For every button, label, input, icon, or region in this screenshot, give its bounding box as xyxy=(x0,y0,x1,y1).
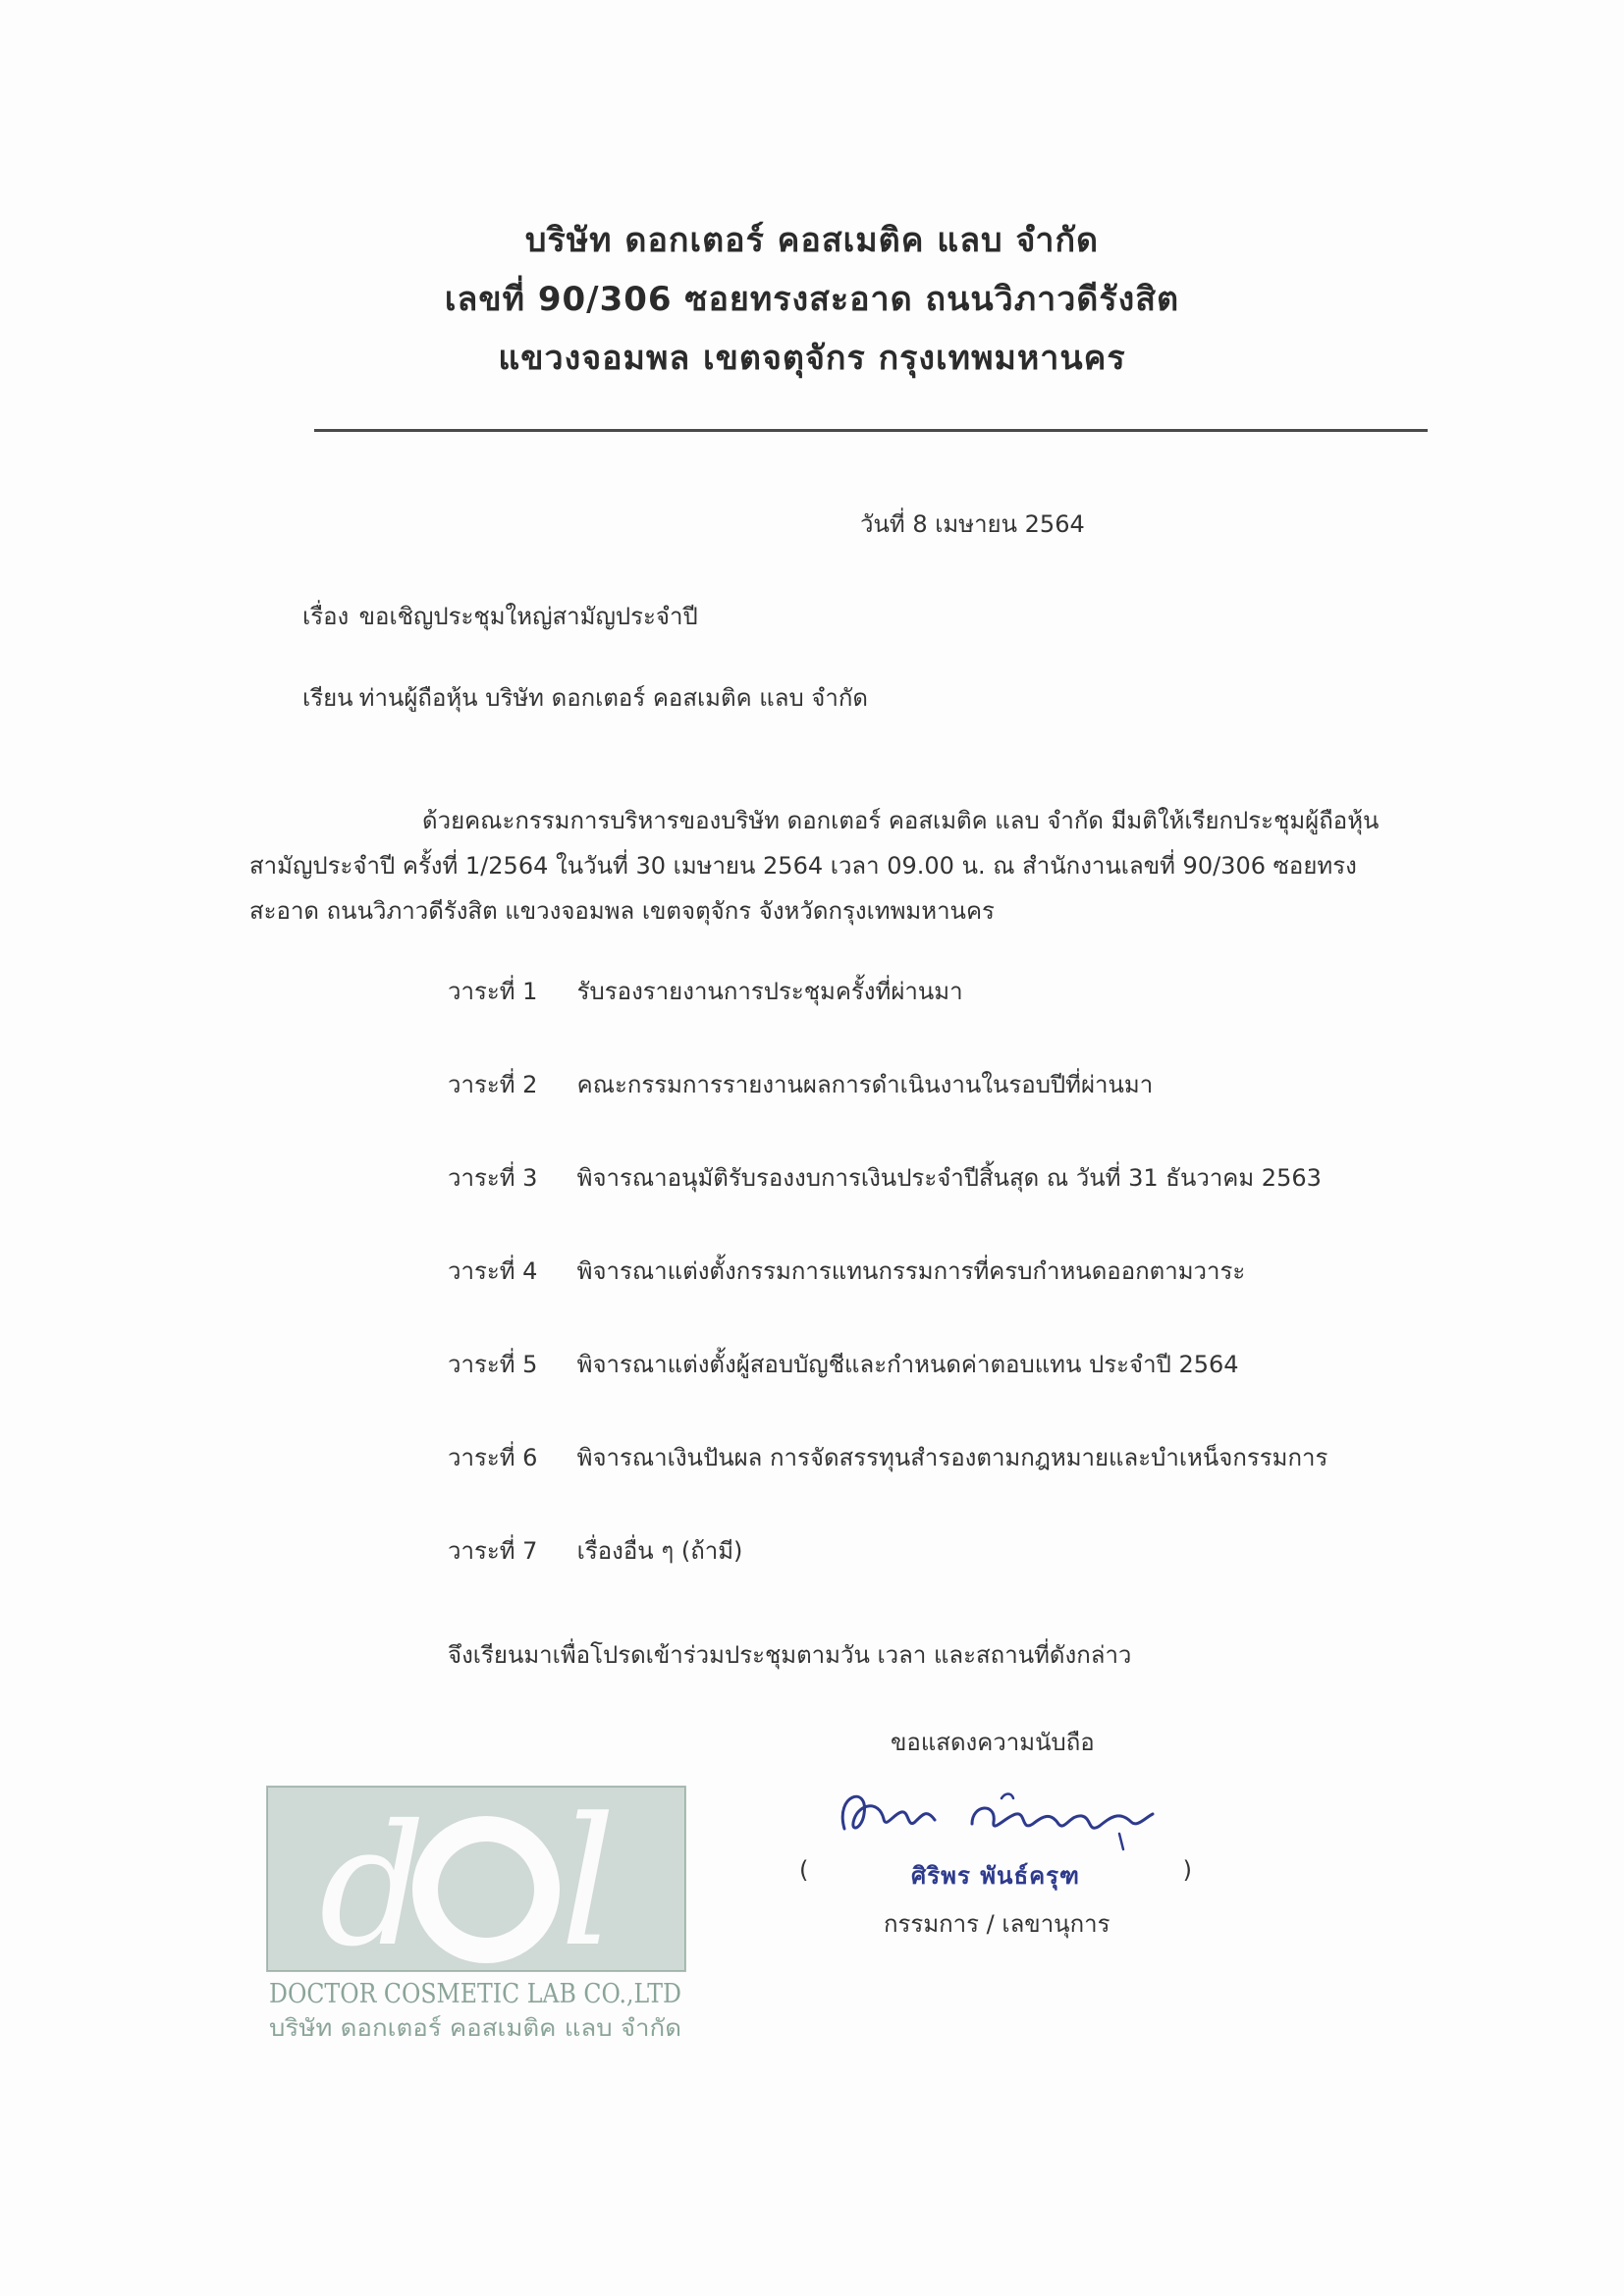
paren-close: ) xyxy=(1182,1856,1192,1884)
body-line: สะอาด ถนนวิภาวดีรังสิต แขวงจอมพล เขตจตุจักร จังหวัดกรุงเทพมหานคร xyxy=(249,897,995,925)
signer-position: กรรมการ / เลขานุการ xyxy=(884,1910,1110,1938)
agenda-item xyxy=(448,1252,1327,1345)
agenda-text: เรื่องอื่น ๆ (ถ้ามี) xyxy=(576,1537,743,1565)
svg-text:DOCTOR COSMETIC LAB CO.,LTD: DOCTOR COSMETIC LAB CO.,LTD xyxy=(269,1979,681,2009)
agenda-text: รับรองรายงานการประชุมครั้งที่ผ่านมา xyxy=(576,978,963,1005)
agenda-label: วาระที่ 2 xyxy=(448,1071,538,1098)
agenda-label: วาระที่ 5 xyxy=(448,1351,538,1378)
agenda-text: พิจารณาเงินปันผล การจัดสรรทุนสำรองตามกฎหมายและบำเหน็จกรรมการ xyxy=(576,1444,1328,1471)
header-divider xyxy=(314,429,1428,432)
addressee-text: ท่านผู้ถือหุ้น บริษัท ดอกเตอร์ คอสเมติค แลบ จำกัด xyxy=(358,684,868,712)
agenda-label: วาระที่ 4 xyxy=(448,1257,538,1285)
svg-text:l: l xyxy=(560,1781,617,1986)
svg-text:บริษัท ดอกเตอร์ คอสเมติค แลบ จ: บริษัท ดอกเตอร์ คอสเมติค แลบ จำกัด xyxy=(269,2014,681,2042)
body-paragraph xyxy=(249,798,1445,934)
agenda-list xyxy=(448,972,1327,1625)
agenda-item xyxy=(448,972,1327,1065)
closing-sentence: จึงเรียนมาเพื่อโปรดเข้าร่วมประชุมตามวัน เวลา และสถานที่ดังกล่าว xyxy=(448,1641,1132,1669)
agenda-label: วาระที่ 1 xyxy=(448,978,538,1005)
company-seal-stamp xyxy=(265,1781,687,2042)
handwritten-signature xyxy=(825,1775,1178,1853)
agenda-text: พิจารณาแต่งตั้งกรรมการแทนกรรมการที่ครบกำหนดออกตามวาระ xyxy=(576,1257,1246,1285)
subject-text: ขอเชิญประชุมใหญ่สามัญประจำปี xyxy=(358,603,698,630)
addressee-label: เรียน xyxy=(302,684,353,712)
subject-line xyxy=(302,597,698,635)
paren-open: ( xyxy=(799,1856,809,1884)
letterhead xyxy=(0,211,1624,388)
agenda-label: วาระที่ 6 xyxy=(448,1444,538,1471)
subject-label: เรื่อง xyxy=(302,603,350,630)
svg-text:d: d xyxy=(319,1789,426,1984)
agenda-item xyxy=(448,1438,1327,1531)
agenda-label: วาระที่ 3 xyxy=(448,1164,538,1192)
body-line: สามัญประจำปี ครั้งที่ 1/2564 ในวันที่ 30 เมษายน 2564 เวลา 09.00 น. ณ สำนักงานเลขที่ 90/306 ซอยทรง xyxy=(249,852,1357,880)
agenda-label: วาระที่ 7 xyxy=(448,1537,538,1565)
body-line: ด้วยคณะกรรมการบริหารของบริษัท ดอกเตอร์ คอสเมติค แลบ จำกัด มีมติให้เรียกประชุมผู้ถือหุ้น xyxy=(422,807,1380,834)
agenda-item xyxy=(448,1345,1327,1438)
agenda-text: พิจารณาอนุมัติรับรองงบการเงินประจำปีสิ้นสุด ณ วันที่ 31 ธันวาคม 2563 xyxy=(576,1164,1322,1192)
addressee-line xyxy=(302,678,868,717)
agenda-item xyxy=(448,1531,1327,1625)
agenda-item xyxy=(448,1158,1327,1252)
company-address-line1: เลขที่ 90/306 ซอยทรงสะอาด ถนนวิภาวดีรังสิต xyxy=(444,280,1180,319)
company-address-line2: แขวงจอมพล เขตจตุจักร กรุงเทพมหานคร xyxy=(498,339,1126,378)
regards-text: ขอแสดงความนับถือ xyxy=(891,1729,1095,1756)
agenda-text: คณะกรรมการรายงานผลการดำเนินงานในรอบปีที่ผ่านมา xyxy=(576,1071,1154,1098)
agenda-item xyxy=(448,1065,1327,1158)
signer-name: ศิริพร พันธ์ครุฑ xyxy=(911,1862,1080,1890)
agenda-text: พิจารณาแต่งตั้งผู้สอบบัญชีและกำหนดค่าตอบแทน ประจำปี 2564 xyxy=(576,1351,1239,1378)
letter-date: วันที่ 8 เมษายน 2564 xyxy=(860,510,1085,538)
company-name: บริษัท ดอกเตอร์ คอสเมติค แลบ จำกัด xyxy=(524,221,1100,260)
